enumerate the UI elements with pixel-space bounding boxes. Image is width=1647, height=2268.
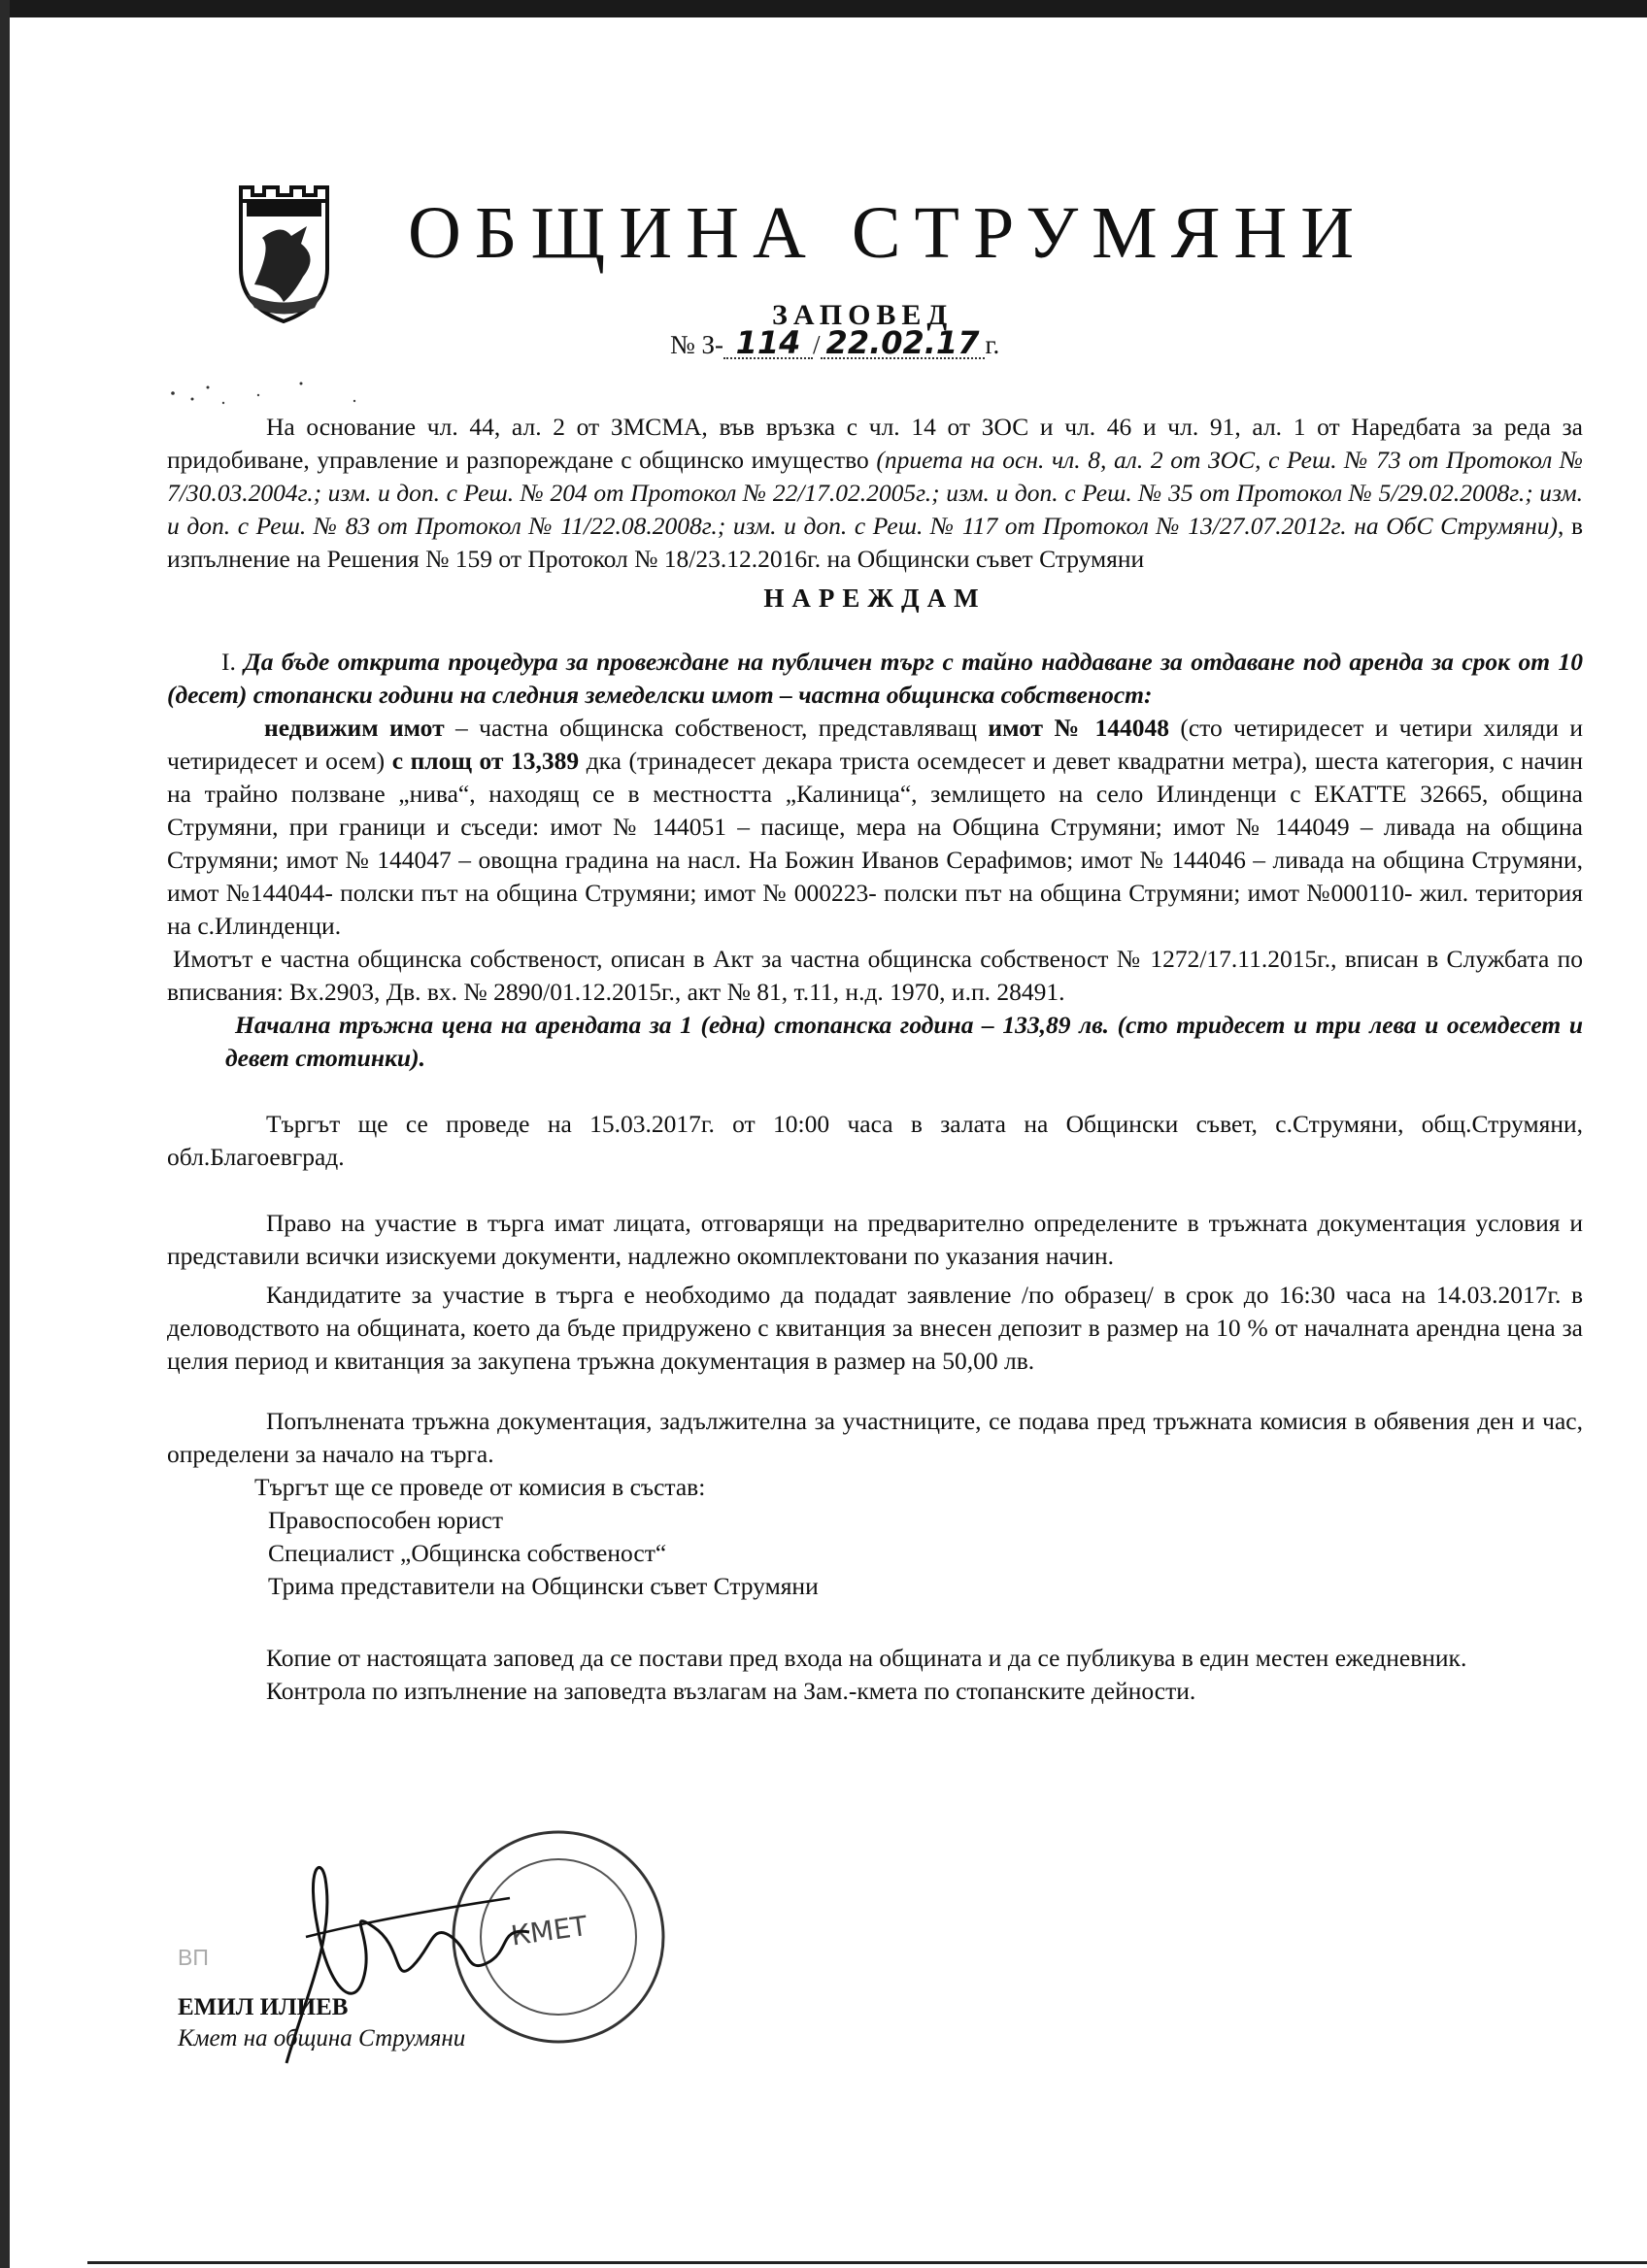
- signatory-position: Кмет на община Струмяни: [178, 2025, 466, 2051]
- commission-intro: Търгът ще се проведе от комисия в състав:: [254, 1473, 706, 1501]
- property-id: имот № 144048: [988, 714, 1169, 742]
- order-date: 22.02.17: [821, 328, 986, 359]
- order-separator: /: [813, 330, 821, 359]
- property-area: с площ от 13,389: [391, 747, 580, 775]
- signatory-name: ЕМИЛ ИЛИЕВ: [178, 1994, 349, 2020]
- municipality-crest-icon: [233, 180, 335, 325]
- commission-member: Специалист „Общинска собственост“: [268, 1539, 667, 1567]
- property-text-2: (сто четиридесет и четири хиляди и четиридесет и осем): [167, 714, 1583, 775]
- property-text-3: дка (тринадесет декара триста осемдесет и девет квадратни метра), шеста категория, с начин на трайно ползване „нива“, находящ се в местността „Калиница“, землището на село Илинденци с ЕКАТТЕ 32665, община Струмяни, при граници и съседи: имот № 144051 – пасище, мера на Община Струмяни; имот № 144049 – ливада на община Струмяни; имот № 144047 – овощна градина на насл. На Божин Иванов Серафимов; имот № 144046 – ливада на община Струмяни, имот №144044- полски път на община Струмяни; имот № 000223- полски път на община Струмяни; имот №000110- жил. територия на с.Илинденци.: [167, 747, 1583, 940]
- property-description: [167, 712, 1583, 943]
- property-lead: недвижим имот: [264, 714, 445, 742]
- scan-edge-top: [0, 0, 1647, 17]
- control-paragraph: Контрола по изпълнение на заповедта възлагам на Зам.-кмета по стопанските дейности.: [266, 1677, 1196, 1705]
- section-number: I.: [221, 648, 236, 676]
- scan-edge-bottom: [87, 2261, 1647, 2264]
- act-paragraph: Имотът е частна общинска собственост, описан в Акт за частна общинска собственост № 1272/17.11.2015г., вписан в Службата по вписвания: Вх.2903, Дв. вх. № 2890/01.12.2015г., акт № 81, т.11, н.д. 1970, и.п. 28491.: [167, 945, 1583, 1006]
- document-body: [167, 411, 1583, 1708]
- svg-text:КМЕТ: КМЕТ: [509, 1909, 589, 1952]
- documentation-paragraph: Попълнената тръжна документация, задължителна за участниците, се подава пред тръжната комисия в обявения ден и час, определени за начало на търга.: [167, 1407, 1583, 1468]
- preamble-paragraph: [167, 411, 1583, 576]
- order-label: ЗАПОВЕД: [772, 299, 954, 331]
- property-text-1: – частна общинска собственост, представляващ: [444, 714, 989, 742]
- applications-paragraph: Кандидатите за участие в търга е необходимо да подадат заявление /по образец/ в срок до 16:30 часа на 14.03.2017г. в деловодството на общината, което да бъде придружено с квитанция за внесен депозит в размер на 10 % от началната арендна цена за целия период и квитанция за закупена тръжна документация в размер на 50,00 лв.: [167, 1281, 1583, 1375]
- preamble-text: На основание чл. 44, ал. 2 от ЗМСМА, във връзка с чл. 14 от ЗОС и чл. 46 и чл. 91, ал. 1 от Наредбата за реда за придобиване, управление и разпореждане с общинско имущество: [167, 413, 1583, 474]
- order-prefix: № З-: [670, 330, 724, 359]
- signature-stamp-icon: [267, 1820, 685, 2083]
- copies-paragraph: Копие от настоящата заповед да се постави пред входа на общината и да се публикува в един местен ежедневник.: [266, 1644, 1467, 1672]
- order-number: 114: [723, 328, 813, 359]
- order-number-line: [670, 324, 1000, 361]
- preamble-amendments: (приета на осн. чл. 8, ал. 2 от ЗОС, с Реш. № 73 от Протокол № 7/30.03.2004г.; изм. и доп. с Реш. № 204 от Протокол № 22/17.02.2005г.; изм. и доп. с Реш. № 35 от Протокол № 5/29.02.2008г.; изм. и доп. с Реш. № 83 от Протокол № 11/22.08.2008г.; изм. и доп. с Реш. № 117 от Протокол № 13/27.07.2012г. на ОбС Струмяни): [167, 446, 1583, 540]
- tender-date-paragraph: Търгът ще се проведе на 15.03.2017г. от 10:00 часа в залата на Общински съвет, с.Струмяни, общ.Струмяни, обл.Благоевград.: [167, 1110, 1583, 1171]
- initials: ВП: [178, 1945, 209, 1970]
- start-price: Начална тръжна цена на арендата за 1 (една) стопанска година – 133,89 лв. (сто тридесет и три лева и осемдесет и девет стотинки).: [225, 1011, 1583, 1072]
- section-1-title: [167, 646, 1583, 712]
- document-title: ОБЩИНА СТРУМЯНИ: [408, 192, 1368, 274]
- order-heading: НАРЕЖДАМ: [763, 584, 987, 613]
- commission-member: Трима представители на Общински съвет Струмяни: [268, 1572, 819, 1600]
- preamble-tail: , в изпълнение на Решения № 159 от Протокол № 18/23.12.2016г. на Общински съвет Струмяни: [167, 512, 1583, 573]
- eligibility-paragraph: Право на участие в търга имат лицата, отговарящи на предварително определените в тръжната документация условия и представили всички изискуеми документи, надлежно окомплектовани по указания начин.: [167, 1209, 1583, 1270]
- scan-edge-left: [0, 0, 10, 2268]
- scan-specks: [165, 374, 418, 413]
- order-suffix: г.: [985, 330, 1000, 359]
- section-title-text: Да бъде открита процедура за провеждане на публичен търг с тайно наддаване за отдаване под аренда за срок от 10 (десет) стопански години на следния земеделски имот – частна общинска собственост:: [167, 648, 1583, 709]
- commission-member: Правоспособен юрист: [268, 1506, 504, 1534]
